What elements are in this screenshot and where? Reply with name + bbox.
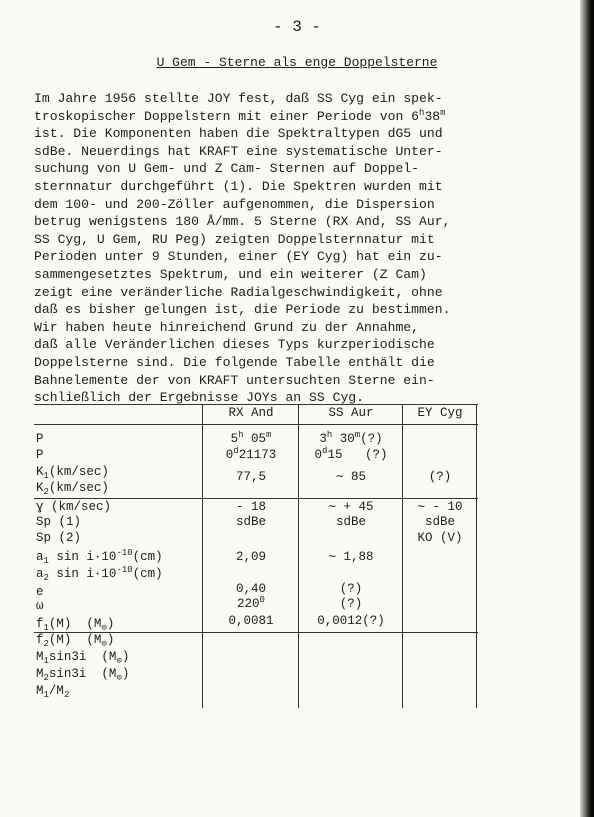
label-gamma: ɣ (km/sec): [36, 500, 112, 514]
rx-a1: 2,09: [235, 550, 266, 564]
table-rule-header: [34, 424, 478, 425]
text-line: Doppelsterne sind. Die folgende Tabelle enthält die: [34, 354, 435, 370]
rx-f1: 0,0081: [228, 614, 274, 628]
label-eccentricity: e: [36, 585, 44, 599]
table-col-rule-2: [298, 404, 299, 708]
label-a1: $a_1$ $\sin i\cdot 10^{-10}(cm)$: [36, 548, 163, 566]
rx-gamma: - 18: [235, 500, 266, 514]
label-sp1: Sp (1): [36, 515, 82, 529]
hour-superscript: h: [419, 107, 425, 118]
label-sp2: Sp (2): [36, 531, 82, 545]
ss-omega: (?): [339, 597, 363, 611]
rx-k1: 77,5: [235, 470, 266, 484]
table-col-rule-3: [402, 404, 403, 708]
text-line: betrug wenigstens 180 Å/mm. 5 Sterne (RX And, SS Aur,: [34, 214, 451, 230]
text-line: Perioden unter 9 Stunden, einer (EY Cyg) hat ein zu-: [34, 249, 443, 265]
ss-period-days: 0$^d$15 (?): [314, 446, 388, 462]
text-line: Bahnelemente der von KRAFT untersuchten Sterne ein-: [34, 372, 435, 388]
ss-f1: 0,0012(?): [317, 614, 385, 628]
text-line: SS Cyg, U Gem, RU Peg) zeigten Doppelsternnatur mit: [34, 231, 435, 247]
rx-period-hours: 5$^h$ 05$^m$: [230, 430, 272, 446]
text-line: sdBe. Neuerdings hat KRAFT eine systematische Unter-: [34, 143, 443, 159]
rx-eccentricity: 0,40: [235, 582, 266, 596]
table-rule-top: [34, 404, 478, 405]
page-edge-shadow: [580, 0, 594, 817]
ey-sp2: KO (V): [417, 531, 463, 545]
text-line: daß es bisher gelungen ist, die Periode zu bestimmen.: [34, 302, 451, 318]
ss-period-hours: 3$^h$ 30$^m$(?): [319, 430, 383, 446]
minute-superscript: m: [440, 107, 446, 118]
text-line: Wir haben heute hinreichend Grund zu der Annahme,: [34, 319, 420, 335]
rx-omega: $220^0$: [237, 595, 265, 611]
label-k2: $K_2(km/\sec)$: [36, 481, 109, 497]
table-col-rule-1: [202, 404, 203, 708]
text-line: schließlich der Ergebnisse JOYs an SS Cyg.: [34, 390, 365, 406]
section-title: U Gem - Sterne als enge Doppelsterne: [156, 55, 438, 70]
text-line: suchung von U Gem- und Z Cam- Sternen auf Doppel-: [34, 161, 420, 177]
label-f1: $f_1(M)$ $(M_⊙)$: [36, 617, 115, 633]
rx-sp1: sdBe: [235, 515, 266, 529]
body-paragraph: [34, 90, 554, 407]
ey-sp1: sdBe: [424, 515, 455, 529]
label-m1-sin3i: $M_1\sin 3i$ $(M_⊙)$: [36, 650, 130, 666]
label-period-days: P: [36, 448, 44, 462]
ey-k1: (?): [428, 470, 452, 484]
table-rule-kvalues: [34, 498, 478, 499]
text-line: ist. Die Komponenten haben die Spektraltypen dG5 und: [34, 126, 443, 142]
ss-eccentricity: (?): [339, 582, 363, 596]
text-line: troskopischer Doppelstern mit einer Periode von 6$^h$38$^m$: [34, 107, 446, 124]
text-line: zeigt eine veränderliche Radialgeschwindigkeit, ohne: [34, 284, 443, 300]
label-a2: $a_2$ $\sin i\cdot 10^{-10}(cm)$: [36, 565, 163, 583]
text-line: Im Jahre 1956 stellte JOY fest, daß SS Cyg ein spek-: [34, 91, 443, 106]
label-mass-ratio: $M_1/M_2$: [36, 684, 70, 700]
header-ss-aur: SS Aur: [328, 406, 374, 420]
page-number: - 3 -: [272, 18, 321, 36]
header-rx-and: RX And: [228, 406, 274, 420]
ss-a1: ∼ 1,88: [328, 550, 374, 564]
label-f2: $f_2(M)$ $(M_⊙)$: [36, 633, 115, 649]
table-col-rule-4: [476, 404, 477, 708]
header-ey-cyg: EY Cyg: [417, 406, 463, 420]
label-k1: $K_1(km/\sec)$: [36, 465, 109, 481]
text-line: daß alle Veränderlichen dieses Typs kurzperiodische: [34, 337, 435, 353]
orbital-elements-table: [34, 404, 478, 708]
ey-gamma: ∼ - 10: [417, 500, 463, 514]
ss-gamma: ∼ + 45: [328, 500, 374, 514]
rx-period-days: 0$^d$21173: [225, 446, 277, 462]
label-omega: ω: [36, 599, 44, 613]
label-period-hours: P: [36, 432, 44, 446]
text-line: dem 100- und 200-Zöller aufgenommen, die Dispersion: [34, 196, 435, 212]
text-line: sternnatur durchgeführt (1). Die Spektren wurden mit: [34, 178, 443, 194]
ss-k1: ∼ 85: [335, 470, 367, 484]
ss-sp1: sdBe: [335, 515, 366, 529]
text-line: sammengesetztes Spektrum, und ein weiterer (Z Cam): [34, 266, 427, 282]
label-m2-sin3i: $M_2\sin 3i$ $(M_⊙)$: [36, 667, 130, 683]
